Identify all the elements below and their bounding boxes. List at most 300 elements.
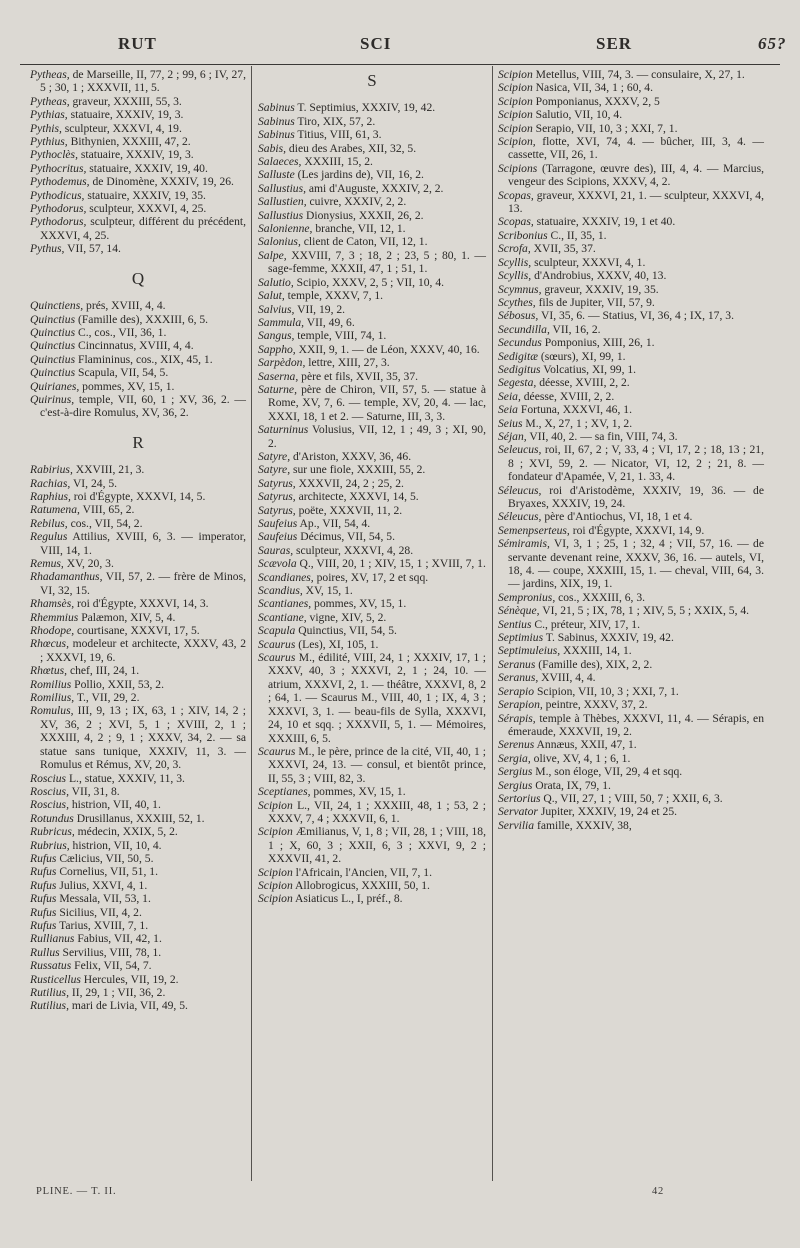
index-entry bbox=[258, 276, 486, 289]
entry-references: pommes, XV, 15, 1. bbox=[311, 597, 407, 611]
entry-headword: Saufeius bbox=[258, 517, 298, 530]
entry-headword: Seius bbox=[498, 416, 523, 430]
entry-headword: Scipion bbox=[498, 68, 533, 81]
index-entry bbox=[498, 819, 764, 832]
entry-references: XV, 15, 1. bbox=[302, 584, 353, 598]
entry-headword: Salutio, bbox=[258, 275, 294, 289]
index-entry bbox=[498, 256, 764, 269]
entry-headword: Scipion bbox=[498, 108, 533, 122]
index-entry bbox=[30, 68, 246, 95]
entry-headword: Saserna, bbox=[258, 369, 299, 383]
entry-references: temple, XXXV, 7, 1. bbox=[284, 289, 384, 303]
entry-references: XXVIII, 7, 3 ; 18, 2 ; 23, 5 ; 80, 1. — sage-femme, XXXII, 47, 1 ; 51, 1. bbox=[268, 248, 486, 276]
entry-headword: Serenus bbox=[498, 738, 535, 752]
index-entry bbox=[498, 779, 764, 792]
entry-headword: Sarpèdon, bbox=[258, 356, 306, 370]
index-entry bbox=[498, 738, 764, 751]
index-entry bbox=[30, 865, 246, 878]
entry-headword: Scipion bbox=[258, 798, 293, 812]
entry-references: Orata, IX, 79, 1. bbox=[532, 778, 611, 792]
entry-references: de Marseille, II, 77, 2 ; 99, 6 ; IV, 27, 5 ; 30, 1 ; XXXVII, 11, 5. bbox=[40, 68, 246, 95]
index-entry bbox=[498, 537, 764, 591]
index-entry bbox=[30, 175, 246, 188]
entry-headword: Servilia bbox=[498, 818, 535, 832]
entry-headword: Rufus bbox=[30, 918, 57, 932]
entry-references: Serapio, VII, 10, 3 ; XXI, 7, 1. bbox=[532, 121, 678, 135]
entry-references: Volusius, VII, 12, 1 ; 49, 3 ; XI, 90, 2. bbox=[268, 423, 486, 450]
index-entry bbox=[30, 557, 246, 570]
index-entry bbox=[30, 517, 246, 530]
entry-references: Quinctius, VII, 54, 5. bbox=[295, 624, 397, 638]
entry-headword: Séjan, bbox=[498, 429, 527, 443]
index-entry bbox=[258, 115, 486, 128]
index-entry bbox=[30, 339, 246, 352]
entry-headword: Scopas, bbox=[498, 188, 534, 202]
index-entry bbox=[258, 557, 486, 570]
section-letter: S bbox=[367, 71, 377, 90]
entry-headword: Septimius bbox=[498, 631, 544, 645]
entry-references: médecin, XXIX, 5, 2. bbox=[74, 825, 178, 839]
index-entry bbox=[258, 799, 486, 826]
entry-references: Q., VII, 27, 1 ; VIII, 50, 7 ; XXII, 6, 3. bbox=[540, 791, 723, 805]
index-entry bbox=[258, 195, 486, 208]
index-entry bbox=[30, 597, 246, 610]
index-entry bbox=[498, 242, 764, 255]
entry-headword: Seia, bbox=[498, 389, 521, 403]
entry-headword: Roscius, bbox=[30, 798, 69, 812]
entry-references: sculpteur, XXXVI, 4, 19. bbox=[61, 121, 182, 135]
entry-headword: Quirianes, bbox=[30, 379, 80, 393]
index-entry bbox=[498, 591, 764, 604]
entry-references: ami d'Auguste, XXXIV, 2, 2. bbox=[306, 181, 444, 195]
entry-headword: Rufus bbox=[30, 905, 57, 919]
index-entry bbox=[258, 142, 486, 155]
index-entry bbox=[258, 638, 486, 651]
index-entry bbox=[30, 637, 246, 664]
entry-headword: Satyre, bbox=[258, 463, 291, 477]
entry-references: mari de Livia, VII, 49, 5. bbox=[68, 999, 188, 1013]
index-entry bbox=[258, 329, 486, 342]
entry-references: cuivre, XXXIV, 2, 2. bbox=[306, 195, 407, 209]
entry-headword: Sauras, bbox=[258, 543, 294, 557]
index-entry bbox=[498, 283, 764, 296]
entry-headword: Salut, bbox=[258, 289, 285, 303]
entry-references: M., le père, prince de la cité, VII, 40, 1 ; XXXVI, 24, 13. — consul, et bientôt prince, II, 55, 3 ; VIII, 82, 3. bbox=[268, 744, 486, 785]
entry-references: roi d'Égypte, XXXVI, 14, 9. bbox=[569, 523, 705, 537]
entry-references: pommes, XV, 15, 1. bbox=[79, 379, 175, 393]
index-column-1 bbox=[30, 68, 246, 1013]
entry-headword: Pythias, bbox=[30, 108, 68, 122]
entry-headword: Rhœtus, bbox=[30, 664, 68, 678]
entry-headword: Seranus, bbox=[498, 671, 539, 685]
entry-headword: Rebilus, bbox=[30, 516, 68, 530]
entry-references: histrion, VII, 10, 4. bbox=[69, 838, 162, 852]
index-entry bbox=[498, 376, 764, 389]
entry-headword: Sentius bbox=[498, 617, 532, 631]
entry-headword: Sergius bbox=[498, 778, 533, 792]
index-entry bbox=[258, 504, 486, 517]
index-entry bbox=[258, 423, 486, 450]
entry-references: T., VII, 29, 2. bbox=[74, 691, 140, 705]
entry-references: Sicilius, VII, 4, 2. bbox=[56, 905, 142, 919]
index-entry bbox=[258, 289, 486, 302]
entry-headword: Scyllis, bbox=[498, 269, 532, 283]
entry-headword: Sceptianes, bbox=[258, 785, 311, 799]
entry-headword: Sappho, bbox=[258, 342, 296, 356]
entry-headword: Scipion bbox=[498, 81, 533, 95]
entry-references: Scipio, XXXV, 2, 5 ; VII, 10, 4. bbox=[293, 275, 445, 289]
index-entry bbox=[258, 584, 486, 597]
index-entry bbox=[30, 825, 246, 838]
index-entry bbox=[30, 986, 246, 999]
entry-headword: Scipion bbox=[498, 121, 533, 135]
index-entry bbox=[30, 490, 246, 503]
index-entry bbox=[258, 463, 486, 476]
entry-references: vigne, XIV, 5, 2. bbox=[306, 610, 387, 624]
entry-references: VII, 40, 2. — sa fin, VIII, 74, 3. bbox=[526, 429, 678, 443]
index-entry bbox=[498, 618, 764, 631]
running-head-left: RUT bbox=[118, 34, 157, 53]
index-entry bbox=[498, 443, 764, 483]
entry-headword: Pythodemus, bbox=[30, 175, 90, 189]
index-entry bbox=[30, 189, 246, 202]
index-entry bbox=[30, 932, 246, 945]
index-entry bbox=[30, 798, 246, 811]
entry-references: Metellus, VIII, 74, 3. — consulaire, X, 27, 1. bbox=[532, 68, 745, 81]
entry-references: pommes, XV, 15, 1. bbox=[310, 785, 406, 799]
running-head-right: SER bbox=[596, 34, 633, 53]
entry-headword: Rabirius, bbox=[30, 463, 73, 477]
entry-headword: Raphius, bbox=[30, 489, 71, 503]
entry-references: graveur, XXXIII, 55, 3. bbox=[69, 94, 182, 108]
entry-headword: Sémiramis, bbox=[498, 537, 550, 551]
index-entry bbox=[498, 350, 764, 363]
entry-headword: Roscius, bbox=[30, 784, 69, 798]
index-entry bbox=[30, 611, 246, 624]
entry-headword: Rusticellus bbox=[30, 972, 81, 986]
entry-references: sculpteur, XXXVI, 4, 25. bbox=[86, 202, 207, 216]
entry-headword: Sallustius bbox=[258, 208, 304, 222]
entry-headword: Scandius, bbox=[258, 584, 303, 598]
index-entry bbox=[30, 326, 246, 339]
entry-references: graveur, XXXVI, 21, 1. — sculpteur, XXXVI, 4, 13. bbox=[508, 188, 764, 216]
entry-references: T. Sabinus, XXXIV, 19, 42. bbox=[543, 631, 674, 645]
entry-headword: Satyrus, bbox=[258, 503, 296, 517]
index-entry bbox=[498, 108, 764, 121]
entry-headword: Sammula, bbox=[258, 315, 305, 329]
index-entry bbox=[30, 313, 246, 326]
entry-headword: Quinctius bbox=[30, 339, 76, 353]
entry-references: temple à Thèbes, XXXVI, 11, 4. — Sérapis, en émeraude, XXXVII, 19, 2. bbox=[508, 711, 764, 738]
entry-headword: Sertorius bbox=[498, 791, 541, 805]
index-entry bbox=[30, 366, 246, 379]
index-entry bbox=[30, 892, 246, 905]
index-entry bbox=[30, 215, 246, 242]
index-entry bbox=[258, 249, 486, 276]
entry-headword: Remus, bbox=[30, 557, 64, 570]
entry-references: XXXVII, 24, 2 ; 25, 2. bbox=[295, 476, 404, 490]
index-entry bbox=[258, 624, 486, 637]
entry-references: statuaire, XXXIV, 19, 3. bbox=[67, 108, 184, 122]
entry-headword: Salluste bbox=[258, 168, 295, 182]
entry-headword: Scipions bbox=[498, 161, 538, 175]
entry-references: VII, 16, 2. bbox=[549, 322, 601, 336]
entry-references: XVII, 35, 37. bbox=[530, 242, 596, 256]
index-entry bbox=[258, 209, 486, 222]
entry-headword: Scapula bbox=[258, 624, 296, 638]
index-entry bbox=[258, 530, 486, 543]
entry-headword: Rullianus bbox=[30, 932, 75, 946]
entry-references: olive, XV, 4, 1 ; 6, 1. bbox=[530, 751, 631, 765]
index-entry bbox=[498, 363, 764, 376]
index-entry bbox=[498, 805, 764, 818]
entry-references: père de Chiron, VII, 57, 5. — statue à Rome, XV, 7, 6. — temple, XV, 20, 4. — lac, XXXI, 18, 1 et 2. — Saturne, III, 3, 3. bbox=[268, 382, 486, 423]
entry-references: sculpteur, XXXVI, 4, 1. bbox=[531, 255, 646, 269]
entry-headword: Scandianes, bbox=[258, 570, 314, 584]
entry-references: chef, III, 24, 1. bbox=[67, 664, 140, 678]
entry-headword: Scopas, bbox=[498, 215, 534, 229]
entry-headword: Sérapis, bbox=[498, 711, 536, 725]
entry-references: VII, 19, 2. bbox=[294, 302, 346, 316]
index-entry bbox=[30, 122, 246, 135]
index-entry bbox=[258, 866, 486, 879]
entry-references: Ap., VII, 54, 4. bbox=[297, 517, 371, 530]
entry-headword: Rutilius, bbox=[30, 986, 69, 999]
entry-headword: Sabinus bbox=[258, 128, 295, 142]
index-entry bbox=[498, 658, 764, 671]
entry-references: VIII, 65, 2. bbox=[79, 503, 135, 517]
entry-headword: Rullus bbox=[30, 945, 60, 959]
header-rule bbox=[20, 64, 780, 65]
index-entry bbox=[30, 959, 246, 972]
entry-headword: Sedigitus bbox=[498, 362, 541, 376]
entry-references: C., préteur, XIV, 17, 1. bbox=[531, 617, 640, 631]
entry-headword: Russatus bbox=[30, 959, 72, 973]
entry-headword: Pytheas, bbox=[30, 68, 70, 81]
entry-references: Drusillanus, XXXIII, 52, 1. bbox=[73, 811, 205, 825]
entry-headword: Saturninus bbox=[258, 423, 309, 437]
entry-headword: Salonienne, bbox=[258, 222, 313, 236]
entry-references: Cornelius, VII, 51, 1. bbox=[56, 865, 158, 879]
index-entry bbox=[258, 785, 486, 798]
entry-headword: Sallustius, bbox=[258, 181, 306, 195]
entry-references: temple, VII, 60, 1 ; XV, 36, 2. — c'est-à-dire Romulus, XV, 36, 2. bbox=[40, 392, 246, 420]
index-entry bbox=[498, 81, 764, 94]
entry-references: d'Androbius, XXXV, 40, 13. bbox=[531, 269, 667, 283]
index-column-3 bbox=[498, 68, 764, 832]
index-entry bbox=[498, 269, 764, 282]
running-head bbox=[0, 34, 800, 56]
entry-headword: Pythocritus, bbox=[30, 161, 87, 175]
entry-references: VII, 57, 14. bbox=[64, 242, 121, 256]
index-entry bbox=[258, 490, 486, 503]
index-entry bbox=[498, 215, 764, 228]
entry-headword: Pythius, bbox=[30, 135, 68, 149]
entry-headword: Romilius, bbox=[30, 691, 75, 705]
entry-references: III, 9, 13 ; IX, 63, 1 ; XIV, 14, 2 ; XV, 36, 2 ; XVI, 5, 1 ; XVIII, 2, 1 ; XXXIII, 4, 2 ; 9, 1 ; XXXV, 34, 2. — sa statue sans tunique, XXXIV, 11, 3. — Romulus et Rémus, XV, 20, 3. bbox=[40, 704, 246, 772]
entry-references: Volcatius, XI, 99, 1. bbox=[540, 362, 637, 376]
index-entry bbox=[258, 571, 486, 584]
entry-headword: Pythodorus, bbox=[30, 202, 87, 216]
index-entry bbox=[258, 651, 486, 745]
entry-references: VII, 49, 6. bbox=[304, 315, 355, 329]
index-entry bbox=[258, 101, 486, 114]
entry-references: flotte, XVI, 74, 4. — bûcher, III, 3, 4. — cassette, VII, 26, 1. bbox=[508, 135, 764, 162]
entry-headword: Scævola bbox=[258, 557, 297, 571]
entry-headword: Scaurus bbox=[258, 651, 296, 665]
entry-headword: Rutilius, bbox=[30, 999, 69, 1013]
entry-headword: Scymnus, bbox=[498, 282, 542, 296]
index-entry bbox=[498, 644, 764, 657]
entry-headword: Satyrus, bbox=[258, 476, 296, 490]
entry-references: Fortuna, XXXVI, 46, 1. bbox=[517, 403, 632, 417]
index-entry bbox=[258, 825, 486, 865]
entry-headword: Segesta, bbox=[498, 376, 537, 390]
entry-references: (Les jardins de), VII, 16, 2. bbox=[294, 168, 424, 182]
entry-references: père d'Antiochus, VI, 18, 1 et 4. bbox=[541, 510, 693, 524]
entry-headword: Sergia, bbox=[498, 751, 531, 765]
entry-references: Pollio, XXII, 53, 2. bbox=[71, 677, 164, 691]
index-entry bbox=[258, 235, 486, 248]
index-entry bbox=[30, 973, 246, 986]
entry-references: Annæus, XXII, 47, 1. bbox=[534, 738, 637, 752]
column-divider bbox=[251, 66, 252, 1181]
entry-references: Nasica, VII, 34, 1 ; 60, 4. bbox=[532, 81, 653, 95]
entry-headword: Rhamsès, bbox=[30, 597, 75, 611]
entry-references: (sœurs), XI, 99, 1. bbox=[537, 349, 626, 363]
index-entry bbox=[30, 919, 246, 932]
entry-headword: Scythes, bbox=[498, 295, 536, 309]
entry-references: VI, 21, 5 ; IX, 78, 1 ; XIV, 5, 5 ; XXIX, 5, 4. bbox=[539, 604, 750, 618]
index-entry bbox=[30, 162, 246, 175]
entry-references: VII, 31, 8. bbox=[68, 784, 120, 798]
index-entry bbox=[498, 698, 764, 711]
entry-references: Pomponianus, XXXV, 2, 5 bbox=[532, 94, 660, 108]
entry-headword: Quinctius bbox=[30, 325, 76, 339]
entry-headword: Sangus, bbox=[258, 329, 295, 343]
entry-references: graveur, XXXIV, 19, 35. bbox=[541, 282, 659, 296]
index-entry bbox=[498, 765, 764, 778]
entry-references: client de Caton, VII, 12, 1. bbox=[300, 235, 428, 249]
entry-references: déesse, XVIII, 2, 2. bbox=[536, 376, 630, 390]
index-entry bbox=[30, 202, 246, 215]
entry-references: roi, II, 67, 2 ; V, 33, 4 ; VI, 17, 2 ; 18, 13 ; 21, 8 ; XVI, 59, 2. — Nicator, VI, 12, 2 ; 21, 8. — fondateur d'Apamée, V, 21, 1. 33, 4. bbox=[508, 443, 764, 484]
entry-references: VI, 3, 1 ; 25, 1 ; 32, 4 ; VII, 57, 16. — de servante devenant reine, XXXV, 36, 16. — autels, VI, 18, 4. — coupe, XXXIII, 15, 1. — cheval, VIII, 64, 3. — jardins, XIX, 19, 1. bbox=[508, 537, 764, 591]
entry-headword: Sabinus bbox=[258, 114, 295, 128]
entry-references: XXVIII, 21, 3. bbox=[72, 463, 145, 477]
entry-references: C., cos., VII, 36, 1. bbox=[75, 325, 167, 339]
entry-references: XXXIII, 14, 1. bbox=[560, 644, 632, 658]
entry-headword: Rhodope, bbox=[30, 624, 75, 638]
index-entry bbox=[30, 530, 246, 557]
index-entry bbox=[258, 879, 486, 892]
entry-references: (Les), XI, 105, 1. bbox=[295, 637, 379, 651]
entry-references: prés, XVIII, 4, 4. bbox=[83, 299, 166, 313]
entry-references: roi d'Aristodème, XXXIV, 19, 36. — de Bryaxes, XXXIV, 19, 24. bbox=[508, 483, 764, 510]
index-entry bbox=[258, 182, 486, 195]
entry-references: architecte, XXXVI, 14, 5. bbox=[295, 490, 419, 504]
running-head-middle: SCI bbox=[360, 34, 392, 53]
index-entry bbox=[498, 122, 764, 135]
index-entry bbox=[498, 323, 764, 336]
entry-headword: Scribonius bbox=[498, 228, 548, 242]
entry-references: fils de Jupiter, VII, 57, 9. bbox=[535, 295, 655, 309]
index-entry bbox=[258, 450, 486, 463]
index-entry bbox=[258, 383, 486, 423]
entry-headword: Scantianes, bbox=[258, 597, 312, 611]
entry-headword: Scaurus bbox=[258, 744, 296, 758]
index-entry bbox=[258, 477, 486, 490]
entry-references: Servilius, VIII, 78, 1. bbox=[59, 945, 162, 959]
entry-references: Scapula, VII, 54, 5. bbox=[75, 366, 169, 380]
section-letter: Q bbox=[131, 268, 145, 288]
index-entry bbox=[30, 463, 246, 476]
index-entry bbox=[30, 852, 246, 865]
index-entry bbox=[30, 879, 246, 892]
entry-references: père et fils, XVII, 35, 37. bbox=[298, 369, 419, 383]
entry-headword: Pythoclès, bbox=[30, 148, 78, 162]
entry-headword: Ratumena, bbox=[30, 503, 80, 517]
entry-headword: Séleucus, bbox=[498, 483, 542, 497]
index-entry bbox=[30, 570, 246, 597]
entry-references: roi d'Égypte, XXXVI, 14, 3. bbox=[74, 597, 209, 611]
entry-references: poëte, XXXVII, 11, 2. bbox=[295, 503, 403, 517]
entry-headword: Serapion, bbox=[498, 698, 543, 712]
index-entry bbox=[498, 309, 764, 322]
entry-references: Asiaticus L., I, préf., 8. bbox=[292, 892, 403, 906]
entry-references: XVIII, 4, 4. bbox=[538, 671, 596, 685]
entry-references: T. Septimius, XXXIV, 19, 42. bbox=[294, 101, 436, 115]
index-entry bbox=[498, 685, 764, 698]
index-entry bbox=[498, 484, 764, 511]
entry-references: cos., XXXIII, 6, 3. bbox=[555, 590, 646, 604]
entry-references: roi d'Égypte, XXXVI, 14, 5. bbox=[70, 489, 206, 503]
index-entry bbox=[498, 135, 764, 162]
entry-headword: Scantiane, bbox=[258, 610, 307, 624]
entry-headword: Quirinus, bbox=[30, 392, 75, 406]
entry-headword: Scipion bbox=[498, 94, 533, 108]
index-entry bbox=[498, 510, 764, 523]
entry-headword: Roscius bbox=[30, 771, 67, 785]
entry-references: Palæmon, XIV, 5, 4. bbox=[78, 610, 176, 624]
entry-headword: Sébosus, bbox=[498, 309, 539, 323]
entry-references: poires, XV, 17, 2 et sqq. bbox=[313, 570, 429, 584]
entry-references: XV, 20, 3. bbox=[63, 557, 114, 570]
entry-headword: Sallustien, bbox=[258, 195, 307, 209]
index-entry bbox=[498, 95, 764, 108]
entry-headword: Pythis, bbox=[30, 121, 62, 135]
index-entry bbox=[30, 135, 246, 148]
index-entry bbox=[30, 704, 246, 771]
entry-headword: Scyllis, bbox=[498, 255, 532, 269]
index-entry bbox=[30, 242, 246, 255]
entry-references: sculpteur, XXXVI, 4, 28. bbox=[293, 543, 414, 557]
index-entry bbox=[498, 792, 764, 805]
entry-references: II, 29, 1 ; VII, 36, 2. bbox=[68, 986, 166, 999]
index-entry bbox=[498, 417, 764, 430]
entry-references: peintre, XXXV, 37, 2. bbox=[542, 698, 648, 712]
footer-title: PLINE. — T. II. bbox=[36, 1186, 117, 1197]
entry-headword: Saufeius bbox=[258, 530, 298, 544]
signature-mark: 42 bbox=[652, 1186, 665, 1197]
index-entry bbox=[258, 611, 486, 624]
index-entry bbox=[498, 524, 764, 537]
entry-headword: Pythodorus, bbox=[30, 215, 87, 229]
entry-references: l'Africain, l'Ancien, VII, 7, 1. bbox=[292, 865, 432, 879]
entry-references: M., X, 27, 1 ; XV, 1, 2. bbox=[522, 416, 633, 430]
index-entry bbox=[258, 155, 486, 168]
index-entry bbox=[30, 664, 246, 677]
